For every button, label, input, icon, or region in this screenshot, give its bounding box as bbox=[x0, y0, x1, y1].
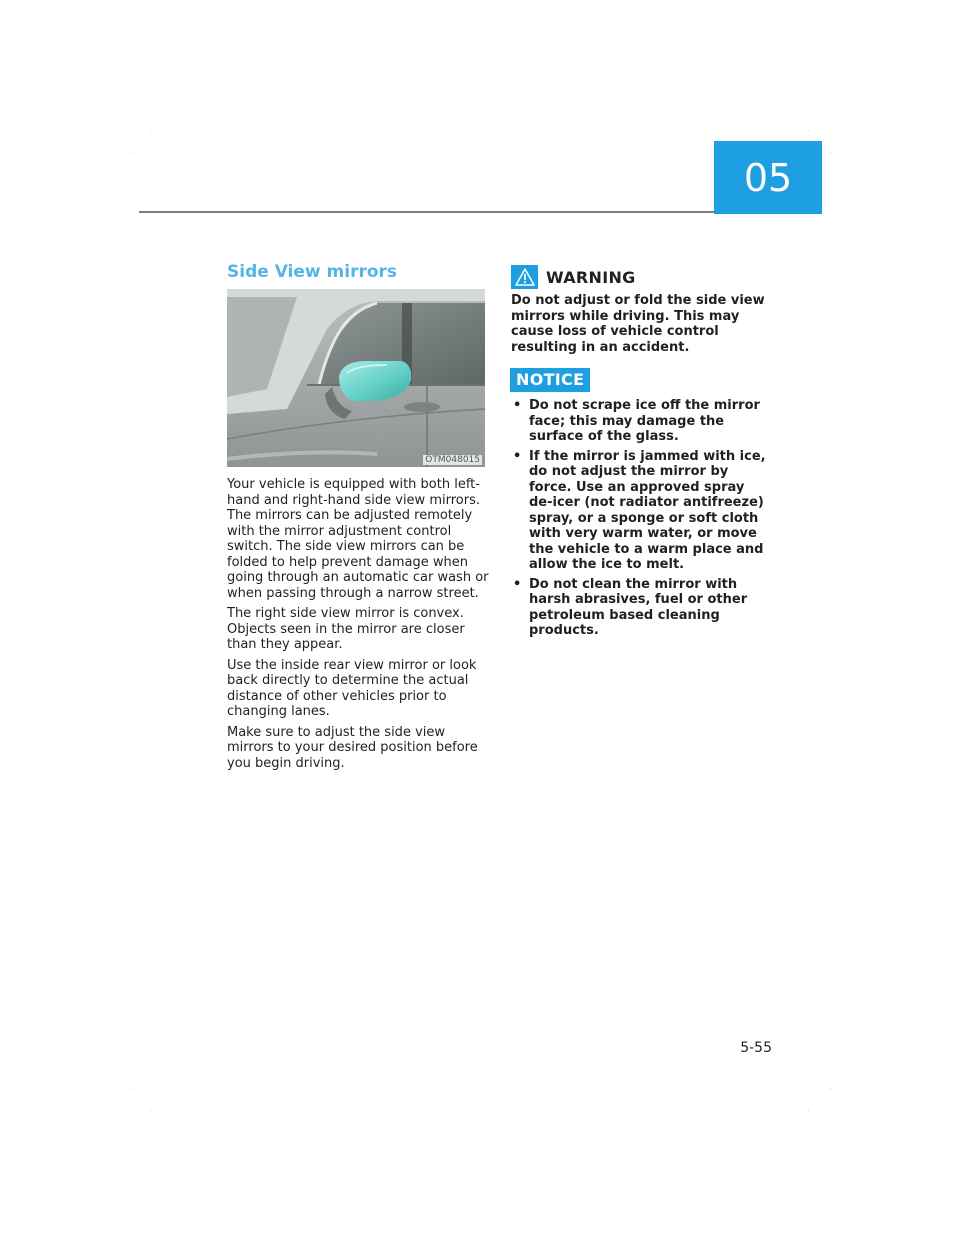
warning-triangle-icon bbox=[511, 265, 538, 289]
body-text bbox=[227, 477, 489, 776]
trim-mark bbox=[830, 1088, 831, 1089]
notice-label: NOTICE bbox=[510, 368, 590, 392]
body-paragraph: Use the inside rear view mirror or look back directly to determine the actual distance of other vehicles prior to changing lanes. bbox=[227, 657, 477, 719]
section-title: Side View mirrors bbox=[227, 262, 398, 282]
chapter-number: 05 bbox=[743, 155, 793, 200]
trim-mark bbox=[150, 1110, 151, 1111]
body-paragraph: Make sure to adjust the side view mirrors to your desired position before you begin driving. bbox=[227, 724, 478, 771]
trim-mark bbox=[150, 130, 151, 131]
warning-title: WARNING bbox=[546, 267, 636, 287]
warning-header bbox=[511, 265, 636, 289]
body-paragraph: The right side view mirror is convex. Objects seen in the mirror are closer than they appear. bbox=[227, 606, 465, 652]
page-number: 5-55 bbox=[740, 1040, 772, 1056]
side-mirror-photo bbox=[227, 289, 485, 467]
notice-item: • If the mirror is jammed with ice, do not adjust the mirror by force. Use an approved spray de-icer (not radiator antifreeze) spray, or a sponge or soft cloth with very warm water, or move the vehicle to a warm place and allow the ice to melt. bbox=[511, 449, 769, 573]
notice-item: • Do not clean the mirror with harsh abrasives, fuel or other petroleum based cleaning products. bbox=[511, 577, 769, 639]
figure-code: OTM048015 bbox=[425, 455, 480, 465]
trim-mark bbox=[130, 1088, 131, 1089]
trim-mark bbox=[808, 1110, 809, 1111]
notice-item: • Do not scrape ice off the mirror face; this may damage the surface of the glass. bbox=[511, 398, 769, 445]
trim-mark bbox=[130, 152, 131, 153]
trim-mark bbox=[808, 130, 809, 131]
chapter-divider bbox=[139, 211, 717, 213]
trim-mark bbox=[830, 152, 831, 153]
car-side-mirror-illustration bbox=[227, 289, 485, 467]
chapter-tab bbox=[714, 141, 822, 214]
notice-list bbox=[511, 398, 769, 643]
warning-text: Do not adjust or fold the side view mirrors while driving. This may cause loss of vehicle control resulting in an accident. bbox=[511, 293, 765, 355]
body-paragraph: Your vehicle is equipped with both left-hand and right-hand side view mirrors. The mirrors can be adjusted remotely with the mirror adjustment control switch. The side view mirrors can be folded to help prevent damage when going through an automatic car wash or when passing through a narrow street. bbox=[227, 477, 489, 601]
